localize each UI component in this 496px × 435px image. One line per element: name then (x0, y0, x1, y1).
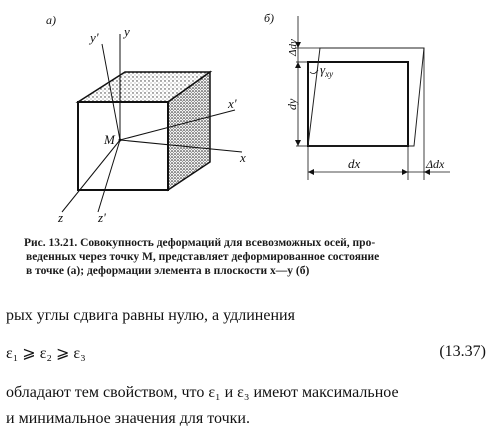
delta-dx-label: Δdx (426, 157, 445, 171)
point-m-dot (119, 139, 122, 142)
cube-diagram (46, 13, 246, 225)
axis-z-label: z (58, 210, 64, 225)
panel-a-label: a) (46, 13, 56, 27)
body-text-line-2: обладают тем свойством, что ε₁ и ε₃ имеют максимальное (6, 384, 399, 401)
figure-caption (24, 236, 486, 278)
axis-z-prime-label: z' (98, 210, 106, 225)
caption-line-2: веденных через точку M, представляет деформированное состояние (26, 251, 380, 263)
formula-13-37: ε₁ ⩾ ε₂ ⩾ ε₃ (6, 345, 86, 362)
point-m-label: M (104, 132, 115, 147)
gamma-label (320, 62, 333, 79)
cube-front-face (78, 102, 168, 190)
axis-y-label: y (124, 24, 130, 39)
equation-number: (13.37) (439, 343, 486, 360)
delta-dy-label: Δdy (287, 39, 299, 56)
panel-b-label: б) (264, 11, 275, 25)
axis-x-prime-label: x' (228, 96, 237, 111)
dx-label: dx (348, 156, 361, 171)
element-diagram (264, 11, 450, 180)
caption-line-3: в точке (а); деформации элемента в плоскости x—y (б) (26, 265, 310, 277)
gamma-subscript: xy (325, 69, 334, 79)
gamma-symbol: γ (320, 62, 326, 77)
body-text-line-3: и минимальное значения для точки. (6, 410, 250, 427)
axis-y-prime-label: y' (90, 30, 99, 45)
caption-line-1: Рис. 13.21. Совокупность деформаций для всевозможных осей, про- (24, 237, 376, 249)
dy-label: dy (285, 98, 299, 110)
body-text-line-1: рых углы сдвига равны нулю, а удлинения (6, 307, 295, 324)
axis-x-label: x (240, 150, 246, 165)
